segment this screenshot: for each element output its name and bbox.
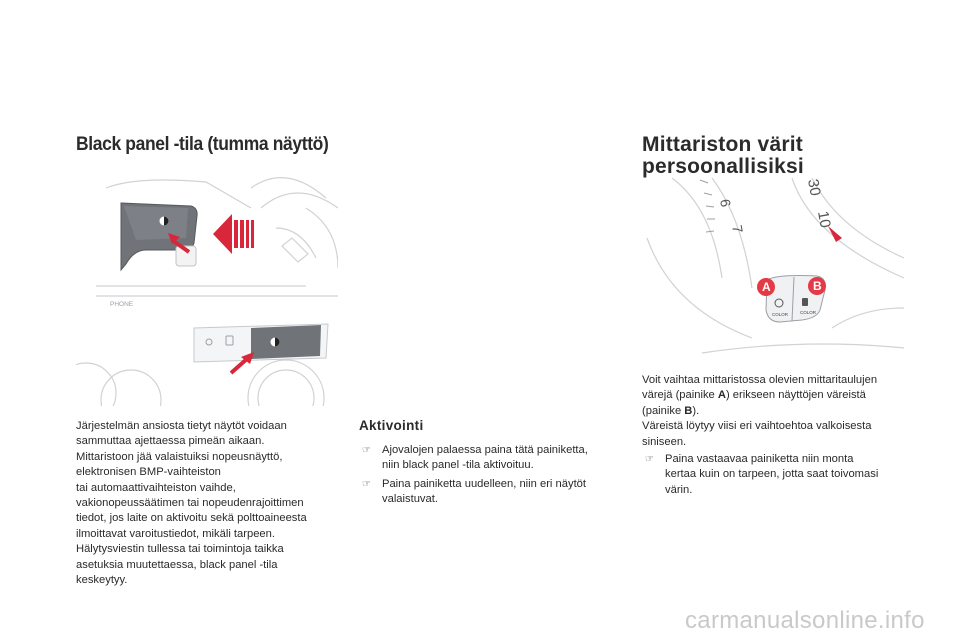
text-fragment: ).: [692, 404, 700, 417]
text-line: Paina painiketta uudelleen, niin eri näytöt: [382, 477, 587, 490]
text-fragment: ) erikseen näyttöjen väreistä: [725, 389, 866, 402]
color-label: COLOR: [772, 312, 789, 317]
text-line: tiedot, jos laite on aktivoitu sekä polttoaineesta: [76, 512, 307, 525]
button-b-ref: B: [684, 404, 693, 417]
text-line: ilmoittavat varoitustiedot, mikäli tarpeen.: [76, 527, 275, 540]
text-fragment: värejä (painike: [642, 389, 718, 402]
list-item: [642, 452, 904, 498]
button-a-letter: A: [762, 280, 771, 294]
dial-number: 30: [804, 178, 824, 198]
text-line: Järjestelmän ansiosta tietyt näytöt voidaan: [76, 420, 287, 432]
dial-number: 10: [814, 209, 834, 230]
list-item: [359, 477, 621, 508]
text-line: Hälytysviestin tullessa tai toimintoja taikka: [76, 543, 284, 556]
text-fragment: (painike: [642, 404, 685, 417]
pointing-hand-icon: ☞: [645, 454, 654, 465]
watermark: carmanualsonline.info: [685, 607, 925, 634]
text-line: värin.: [665, 483, 693, 496]
title-line: persoonallisiksi: [642, 155, 804, 178]
dial-number: 7: [729, 223, 747, 235]
big-arrow-icon: [213, 214, 254, 254]
title-line: Mittariston värit: [642, 133, 803, 156]
black-panel-description: [76, 419, 336, 588]
button-a-ref: A: [717, 389, 726, 402]
pointing-hand-icon: ☞: [362, 445, 371, 456]
text-line: Mittaristoon jää valaistuiksi nopeusnäyttö,: [76, 450, 283, 463]
dial-number: 6: [717, 197, 735, 209]
dial-colour-illustration: [642, 178, 904, 368]
text-line: Ajovalojen palaessa paina tätä painiketta,: [382, 444, 588, 456]
text-line: valaistuvat.: [382, 493, 438, 506]
dashboard-drawing: [76, 168, 338, 406]
list-item: [359, 443, 621, 474]
instrument-drawing: [642, 178, 904, 368]
black-panel-illustration: [76, 168, 338, 406]
text-line: niin black panel -tila aktivoituu.: [382, 459, 534, 472]
text-line: asetuksia muutettaessa, black panel -tila: [76, 558, 278, 571]
text-line: Väreistä löytyy viisi eri vaihtoehtoa valkoisesta: [642, 420, 872, 433]
text-line: [642, 404, 904, 419]
section-title-black-panel: Black panel -tila (tumma näyttö): [76, 134, 329, 155]
text-line: Voit vaihtaa mittaristossa olevien mittaritaulujen: [642, 374, 878, 386]
text-line: [642, 388, 904, 403]
text-line: keskeytyy.: [76, 574, 128, 587]
text-line: vakionopeussäätimen tai nopeudenrajoittimen: [76, 497, 304, 510]
text-line: siniseen.: [642, 435, 687, 448]
section-title-dial-colors: [642, 134, 902, 178]
dial-colour-description: [642, 373, 904, 450]
button-b-letter: B: [813, 279, 822, 293]
activation-steps: [359, 443, 621, 511]
text-line: sammuttaa ajettaessa pimeän aikaan.: [76, 435, 265, 448]
dial-colour-steps: [642, 452, 904, 501]
text-line: kertaa kuin on tarpeen, jotta saat toivomasi: [665, 468, 879, 481]
activation-heading: Aktivointi: [359, 418, 424, 433]
text-line: elektronisen BMP-vaihteiston: [76, 466, 221, 479]
pointing-hand-icon: ☞: [362, 478, 371, 490]
color-label: COLOR: [800, 310, 817, 315]
text-line: tai automaattivaihteiston vaihde,: [76, 481, 236, 494]
phone-label: PHONE: [110, 301, 134, 308]
text-line: Paina vastaavaa painiketta niin monta: [665, 453, 854, 465]
